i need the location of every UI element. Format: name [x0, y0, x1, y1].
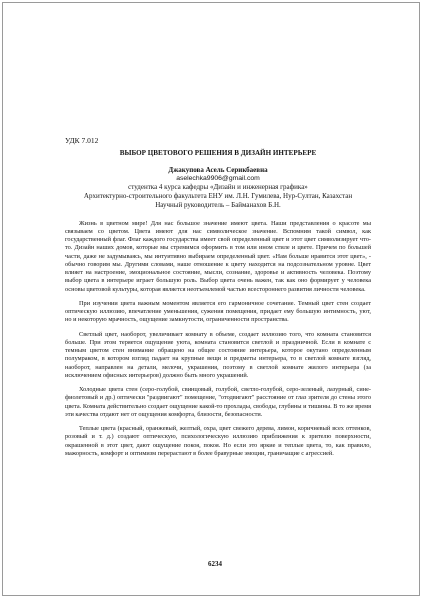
article-title: ВЫБОР ЦВЕТОВОГО РЕШЕНИЯ В ДИЗАЙН ИНТЕРЬЕРЕ [119, 149, 317, 157]
paragraph: При изучении цвета важным моментом является его гармоничное сочетание. Темный цвет стен создает оптическую иллюзию, впечатление уменьшения, сужения помещения, придает ему большую интимность, уют, но и некоторую мрачность, ощущение замкнутости, ограниченности пространства. [65, 299, 371, 324]
paragraph: Холодные цвета стен (серо-голубой, свинцовый, голубой, светло-голубой, серо-зеленый, лазурный, сине-фиолетовый и др.) оптически "раздвигают" помещение, "отодвигают" расстояние от глаз зрителя до стены этого цвета. Комната действительно создает ощущение какой-то прохлады, свободы, глубины и тишины. В то же время эти качества отдают нет от ощущения комфорта, близости, безопасности. [65, 386, 371, 418]
paragraph: Теплые цвета (красный, оранжевый, желтый, охра, цвет свежего дерева, лимон, коричневый всех оттенков, розовый и т. д.) создают оптическую, психологическую иллюзию приближения к зрителю поверхности, окрашенной в этот цвет, дают ощущение покоя, покоя. Но если это яркие и теплые цвета, то, как правило, мажорность, комфорт и оптимизм перерастают в более бравурные эмоции, граничащие с агрессией. [65, 425, 371, 457]
author-name: Джакупова Асель Серикбаевна [168, 166, 268, 174]
udk-code: УДК 7.012 [65, 136, 99, 145]
page-number: 6234 [208, 560, 222, 568]
paragraph: Жизнь в цветном мире! Для нас большое значение имеют цвета. Наши представления о красоте мы связываем со цветом. Цвета имеют для нас символическое значение. Вспомним такой символ, как государственный флаг. Флаг каждого государства имеет свой определенный цвет и этот цвет символизирует что-то. Дизайн наших домов, которые мы стремимся оформить в том или ином стиле и цвете. Причем по большей части, даже не задумываясь, мы интуитивно выбираем определенный цвет. «Нам больше нравится этот цвет», - обычно говорим мы. Другими словами, наше отношение к цвету находится на подсознательном уровне. Цвет влияет на настроение, эмоциональное состояние, мысли, сознание, здоровье и активность человека. Поэтому выбор цвета в интерьере играет большую роль. Выбор цвета очень важен, так как оно формирует у человека основы цветовой культуры, которая является неотъемлемой частью всестороннего развития личности человека. [65, 219, 371, 293]
supervisor: Научный руководитель – Байманахов Б.Н. [155, 200, 281, 209]
article-body [65, 136, 371, 464]
author-position: студентка 4 курса кафедры «Дизайн и инженерная графика» [128, 183, 308, 192]
paragraph: Светлый цвет, наоборот, увеличивает комнату в объеме, создает иллюзию того, что комната становится больше. При этом теряется ощущение уюта, комната становится светлой и праздничной. Если в комнате с темным цветом стен внимание обращено на общее состояние интерьера, которое окутано определенным полумраком, в котором взгляд падает на крупные вещи и предметы интерьера, то в светлой комнате взгляд, наоборот, направлен на детали, мелочи, украшения, поэтому в светлой комнате жилого интерьера (за исключением офисных интерьеров) должно быть много украшений. [65, 330, 371, 379]
author-email[interactable]: aselechka9906@gmail.com [176, 174, 260, 182]
author-affiliation: Архитектурно-строительного факультета ЕНУ им. Л.Н. Гумилева, Нур-Султан, Казахстан [83, 192, 353, 201]
author-block [65, 166, 371, 210]
document-page [2, 2, 420, 596]
